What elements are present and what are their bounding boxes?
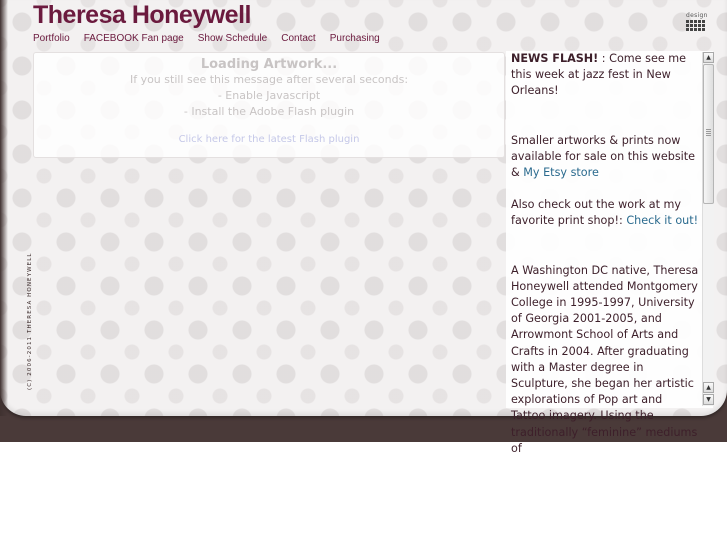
etsy-store-link[interactable]: My Etsy store — [523, 166, 599, 180]
flash-enable-js: - Enable Javascript — [217, 89, 321, 102]
scroll-thumb[interactable] — [703, 64, 714, 204]
designer-logo[interactable] — [686, 12, 712, 34]
main-nav — [33, 33, 394, 44]
news-content — [511, 51, 699, 457]
flash-loading-title: Loading Artwork... — [200, 57, 338, 72]
news-print-text: Also check out the work at my favorite print shop!: — [511, 198, 682, 228]
news-smaller-text: Smaller artworks & prints now available for sale on this website & — [511, 133, 696, 180]
left-edge-shadow — [0, 0, 8, 416]
designer-logo-grid-icon — [686, 20, 712, 31]
news-panel — [506, 51, 713, 455]
flash-message: If you still see this message after several seconds: — [129, 73, 409, 86]
news-bio: A Washington DC native, Theresa Honeywell attended Montgomery College in 1995-1997, University of Georgia 2001-2005, and Arrowmont School of Arts and Crafts in 2004. After graduating with a Master degree in Sculpture, she began her artistic explorations of Pop art and Tattoo imagery. Using the traditionally “feminine” mediums of — [511, 263, 699, 455]
scroll-up-button-lower[interactable]: ▲ — [703, 382, 714, 393]
news-print-shop — [511, 197, 699, 229]
nav-show-schedule[interactable]: Show Schedule — [197, 33, 268, 44]
scroll-up-button[interactable]: ▲ — [703, 52, 714, 63]
nav-portfolio[interactable]: Portfolio — [33, 33, 70, 44]
news-flash-label: NEWS FLASH! — [511, 52, 599, 65]
news-flash-text: : Come see me this week at jazz fest in New Orleans! — [511, 52, 687, 98]
site-title[interactable]: Theresa Honeywell — [33, 1, 251, 29]
print-shop-link[interactable]: Check it out! — [626, 214, 699, 228]
news-scrollbar[interactable] — [702, 52, 714, 406]
news-flash — [511, 51, 699, 100]
nav-contact[interactable]: Contact — [281, 33, 316, 44]
scroll-grip-icon — [706, 129, 711, 137]
flash-placeholder — [33, 52, 505, 158]
nav-purchasing[interactable]: Purchasing — [329, 33, 380, 44]
copyright-vertical: (C) 2006-2011 THERESA HONEYWELL — [27, 252, 33, 390]
flash-install-plugin: - Install the Adobe Flash plugin — [183, 105, 355, 118]
designer-logo-text: design — [686, 12, 708, 19]
news-smaller-artworks — [511, 133, 699, 182]
scroll-down-button[interactable]: ▼ — [703, 394, 714, 405]
nav-facebook[interactable]: FACEBOOK Fan page — [83, 33, 184, 44]
flash-plugin-link[interactable]: Click here for the latest Flash plugin — [178, 134, 360, 145]
